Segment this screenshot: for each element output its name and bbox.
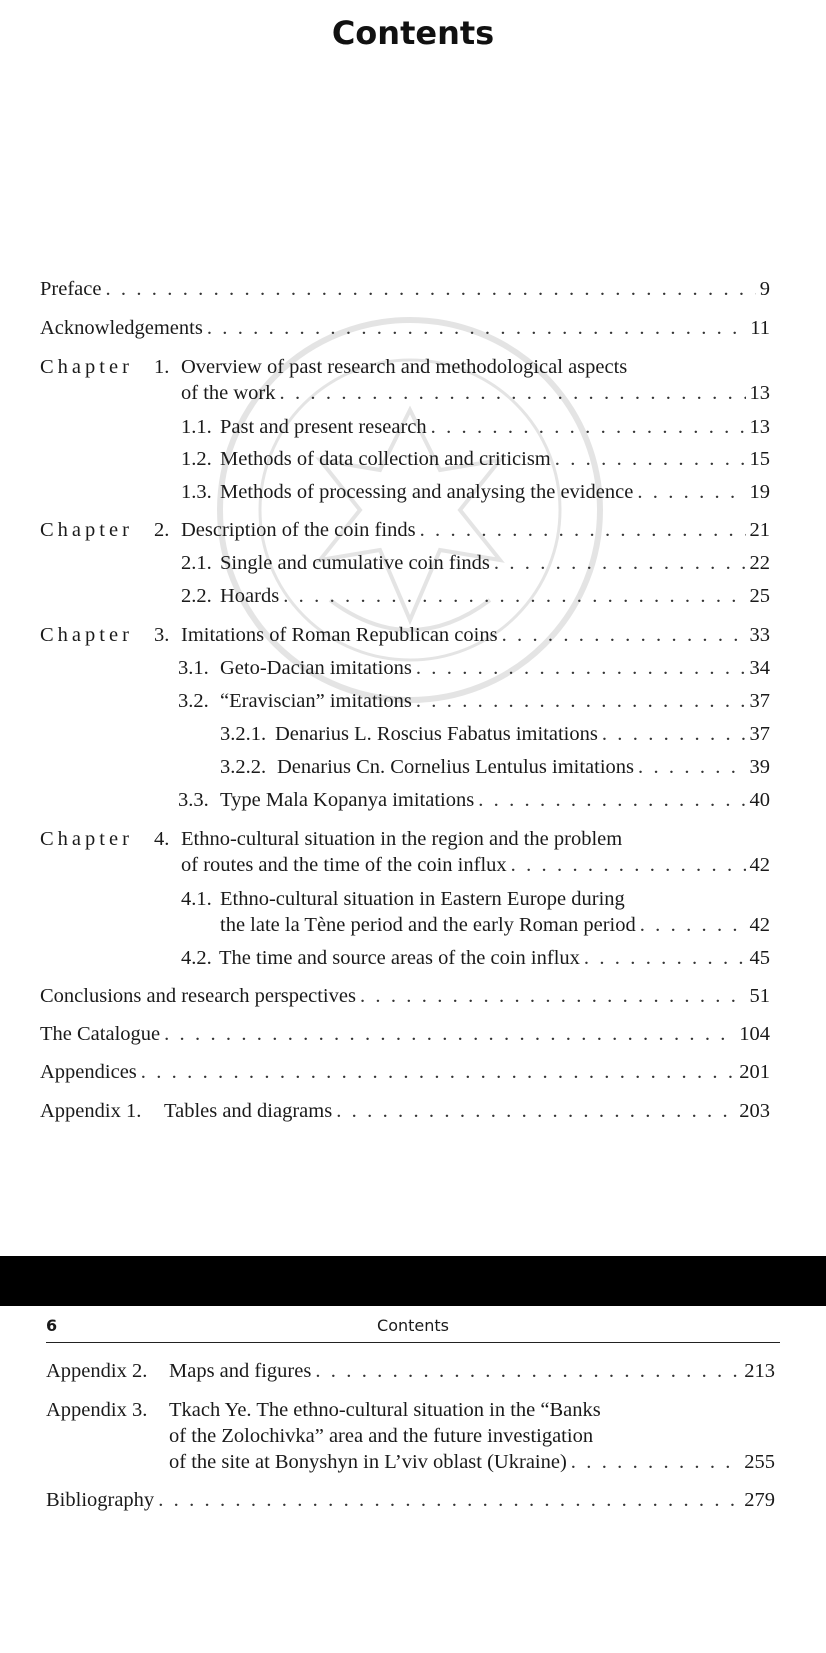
entry-page-number: 11 (750, 317, 770, 339)
section-number: 2.1. (181, 552, 212, 574)
toc-entry-section-3-3[interactable] (220, 787, 770, 813)
toc-entry-acknowledgements[interactable] (40, 315, 770, 341)
entry-label: Preface (40, 278, 102, 300)
toc-entry-section-3-2[interactable] (220, 688, 770, 714)
entry-page-number: 25 (749, 585, 770, 607)
section-number: 4.2. (181, 947, 212, 969)
page-separator (0, 1256, 826, 1306)
dot-leader (420, 517, 746, 543)
toc-entry-chapter-3[interactable] (181, 622, 770, 648)
entry-page-number: 13 (749, 382, 770, 404)
chapter-prefix (40, 517, 133, 543)
entry-label: Denarius L. Roscius Fabatus imitations (275, 723, 598, 745)
entry-label: of the site at Bonyshyn in L’viv oblast (Ukraine) (169, 1451, 567, 1473)
chapter-prefix (40, 622, 133, 648)
dot-leader (336, 1098, 735, 1124)
entry-label: Past and present research (220, 416, 427, 438)
entry-page-number: 203 (739, 1100, 770, 1122)
toc-entry-appendix-1[interactable] (164, 1098, 770, 1124)
entry-label: Tables and diagrams (164, 1100, 333, 1122)
entry-page-number: 39 (749, 756, 770, 778)
section-number: 4.1. (181, 888, 212, 910)
entry-page-number: 15 (749, 448, 770, 470)
dot-leader (638, 754, 745, 780)
entry-page-number: 21 (749, 519, 770, 541)
entry-page-number: 33 (749, 624, 770, 646)
dot-leader (158, 1487, 740, 1513)
subsection-number: 3.2.2. (220, 756, 267, 778)
dot-leader (602, 721, 746, 747)
dot-leader (571, 1449, 740, 1475)
dot-leader (141, 1059, 735, 1085)
entry-page-number: 37 (749, 723, 770, 745)
section-number: 2.2. (181, 585, 212, 607)
chapter-prefix-text: Chapter (40, 828, 133, 850)
running-title: Contents (377, 1316, 449, 1335)
entry-page-number: 34 (749, 657, 770, 679)
toc-entry-appendix-3[interactable] (169, 1449, 775, 1475)
entry-label: Maps and figures (169, 1360, 312, 1382)
entry-page-number: 22 (749, 552, 770, 574)
page-title: Contents (331, 14, 495, 52)
section-number: 1.3. (181, 481, 212, 503)
appendix-number: Appendix 3. (46, 1399, 148, 1421)
chapter-prefix: Chapter (40, 356, 133, 378)
toc-entry-section-2-1[interactable] (220, 550, 770, 576)
toc-entry-appendix-2[interactable] (169, 1358, 775, 1384)
entry-label: Single and cumulative coin finds (220, 552, 490, 574)
entry-label: Bibliography (46, 1489, 155, 1511)
toc-entry-section-1-3[interactable] (220, 479, 770, 505)
dot-leader (584, 945, 746, 971)
dot-leader (416, 688, 746, 714)
entry-page-number: 40 (749, 789, 770, 811)
toc-entry-appendices[interactable] (40, 1059, 770, 1085)
dot-leader (283, 583, 745, 609)
entry-label: Imitations of Roman Republican coins (181, 624, 498, 646)
entry-label: Appendices (40, 1061, 137, 1083)
entry-page-number: 42 (749, 914, 770, 936)
page-number: 6 (46, 1316, 58, 1335)
chapter-prefix (40, 826, 133, 852)
toc-entry-chapter-2[interactable] (181, 517, 770, 543)
toc-entry-section-3-2-1[interactable] (275, 721, 770, 747)
dot-leader (164, 1021, 735, 1047)
entry-label: Methods of data collection and criticism (220, 448, 551, 470)
toc-entry-section-4-2[interactable] (219, 945, 770, 971)
running-header (46, 1306, 780, 1343)
entry-label: of the work (181, 382, 276, 404)
dot-leader (637, 479, 745, 505)
chapter-number: 4. (154, 828, 170, 850)
chapter-prefix-text: Chapter (40, 624, 133, 646)
entry-page-number: 255 (744, 1451, 775, 1473)
appendix-title-line-1: Tkach Ye. The ethno-cultural situation in the “Banks (169, 1399, 601, 1421)
dot-leader (431, 414, 746, 440)
appendix-number: Appendix 1. (40, 1100, 142, 1122)
entry-label: The time and source areas of the coin influx (219, 947, 580, 969)
chapter-prefix-text: Chapter (40, 519, 133, 541)
entry-label: Denarius Cn. Cornelius Lentulus imitations (277, 756, 635, 778)
toc-entry-section-3-1[interactable] (220, 655, 770, 681)
toc-entry-bibliography[interactable] (46, 1487, 775, 1513)
appendix-number: Appendix 2. (46, 1360, 148, 1382)
section-title-line-1: Ethno-cultural situation in Eastern Europe during (220, 888, 625, 910)
section-number: 3.1. (178, 657, 209, 679)
entry-label: of routes and the time of the coin influx (181, 854, 507, 876)
entry-label: the late la Tène period and the early Roman period (220, 914, 636, 936)
entry-page-number: 9 (759, 278, 770, 300)
dot-leader (360, 983, 746, 1009)
subsection-number: 3.2.1. (220, 723, 267, 745)
dot-leader (511, 852, 746, 878)
dot-leader (478, 787, 745, 813)
entry-page-number: 37 (749, 690, 770, 712)
entry-page-number: 279 (744, 1489, 775, 1511)
dot-leader (555, 446, 746, 472)
chapter-number: 2. (154, 519, 170, 541)
toc-entry-section-1-1[interactable] (220, 414, 770, 440)
entry-label: Acknowledgements (40, 317, 203, 339)
entry-label: Type Mala Kopanya imitations (220, 789, 475, 811)
dot-leader (640, 912, 746, 938)
dot-leader (416, 655, 746, 681)
toc-entry-catalogue[interactable] (40, 1021, 770, 1047)
entry-page-number: 213 (744, 1360, 775, 1382)
entry-page-number: 19 (749, 481, 770, 503)
dot-leader (494, 550, 746, 576)
section-number: 1.2. (181, 448, 212, 470)
toc-entry-section-3-2-2[interactable] (277, 754, 770, 780)
entry-label: Description of the coin finds (181, 519, 416, 541)
entry-label: Hoards (220, 585, 280, 607)
entry-label: Methods of processing and analysing the evidence (220, 481, 634, 503)
entry-page-number: 13 (749, 416, 770, 438)
toc-entry-preface[interactable] (40, 276, 770, 302)
toc-entry-section-2-2[interactable] (220, 583, 770, 609)
entry-label: Geto-Dacian imitations (220, 657, 412, 679)
dot-leader (207, 315, 746, 341)
chapter-title-line-2[interactable] (181, 380, 770, 406)
entry-page-number: 201 (739, 1061, 770, 1083)
dot-leader (502, 622, 746, 648)
section-number: 3.2. (178, 690, 209, 712)
entry-label: Conclusions and research perspectives (40, 985, 356, 1007)
entry-label: “Eraviscian” imitations (220, 690, 412, 712)
toc-entry-section-4-1[interactable] (220, 912, 770, 938)
entry-page-number: 42 (749, 854, 770, 876)
dot-leader (105, 276, 755, 302)
toc-entry-chapter-1[interactable] (40, 354, 133, 380)
toc-entry-conclusions[interactable] (40, 983, 770, 1009)
section-number: 3.3. (178, 789, 209, 811)
dot-leader (315, 1358, 740, 1384)
toc-entry-chapter-4[interactable] (181, 852, 770, 878)
chapter-title-line-1: Ethno-cultural situation in the region and the problem (181, 828, 623, 850)
section-number: 1.1. (181, 416, 212, 438)
entry-page-number: 45 (749, 947, 770, 969)
entry-page-number: 104 (739, 1023, 770, 1045)
chapter-number: 3. (154, 624, 170, 646)
appendix-title-line-2: of the Zolochivka” area and the future investigation (169, 1425, 594, 1447)
contents-page-2 (0, 1306, 826, 1653)
entry-label: The Catalogue (40, 1023, 161, 1045)
dot-leader (280, 380, 746, 406)
toc-entry-section-1-2[interactable] (220, 446, 770, 472)
chapter-number: 1. (154, 356, 170, 378)
entry-page-number: 51 (749, 985, 770, 1007)
chapter-title-line-1: Overview of past research and methodological aspects (181, 356, 628, 378)
